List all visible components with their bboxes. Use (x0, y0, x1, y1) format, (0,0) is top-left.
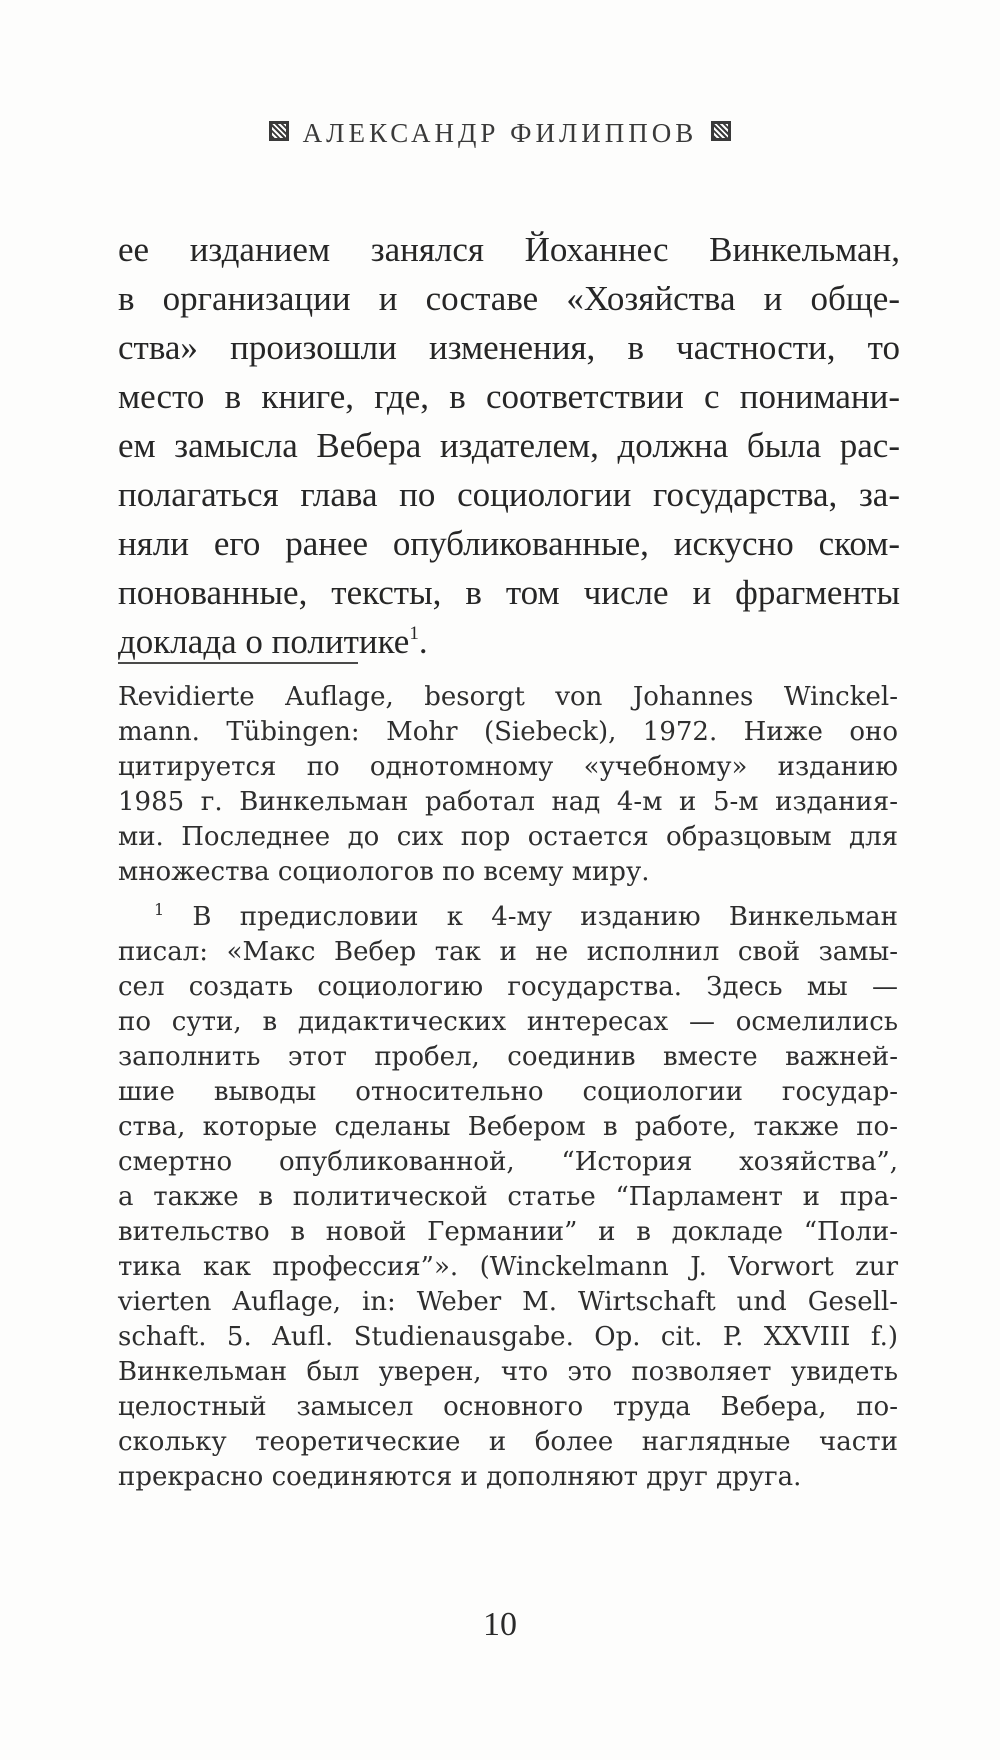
footnote-first-line (118, 900, 898, 935)
main-text-line: доклада о политике (118, 622, 410, 661)
footnotes (118, 680, 898, 1495)
footnote-line: ства, которые сделаны Вебером в работе, также по- (118, 1112, 898, 1142)
footnote-line: цитируется по однотомному «учебному» изданию (118, 752, 898, 782)
footnote-separator (118, 662, 358, 664)
main-text-line: ства» произошли изменения, в частности, то (118, 328, 900, 367)
footnote-line: ми. Последнее до сих пор остается образцовым для (118, 822, 898, 852)
footnote-continued (118, 680, 898, 890)
running-head (0, 118, 1000, 149)
footnote-line: заполнить этот пробел, соединив вместе важней- (118, 1042, 898, 1072)
main-text-line: ее изданием занялся Йоханнес Винкельман, (118, 230, 900, 269)
final-punctuation: . (418, 622, 428, 661)
main-text-last-line (118, 617, 900, 666)
footnote-line: Винкельман был уверен, что это позволяет увидеть (118, 1357, 898, 1387)
ornament-square-icon (711, 121, 731, 141)
main-paragraph (118, 225, 900, 666)
footnote-line: прекрасно соединяются и дополняют друг друга. (118, 1462, 802, 1492)
footnote-reference[interactable]: 1 (409, 623, 419, 644)
ornament-square-icon (269, 121, 289, 141)
footnote-line: тика как профессия”». (Winckelmann J. Vorwort zur (118, 1252, 898, 1282)
main-text-line: понованные, тексты, в том числе и фрагменты (118, 573, 900, 612)
main-text-line: полагаться глава по социологии государства, за- (118, 475, 900, 514)
main-text-line: няли его ранее опубликованные, искусно ском- (118, 524, 900, 563)
footnote-line: по сути, в дидактических интересах — осмелились (118, 1007, 898, 1037)
footnote-line: 1985 г. Винкельман работал над 4-м и 5-м издания- (118, 787, 898, 817)
footnote-line: шие выводы относительно социологии государ- (118, 1077, 898, 1107)
footnote-line: vierten Auflage, in: Weber M. Wirtschaft und Gesell- (118, 1287, 898, 1317)
footnote-line: писал: «Макс Вебер так и не исполнил свой замы- (118, 937, 898, 967)
page-number: 10 (483, 1606, 517, 1643)
running-head-title: АЛЕКСАНДР ФИЛИППОВ (302, 118, 698, 148)
main-text-line: ем замысла Вебера издателем, должна была рас- (118, 426, 900, 465)
footnote-1 (118, 900, 898, 1495)
footnote-line: вительство в новой Германии” и в докладе “Поли- (118, 1217, 898, 1247)
footnote-line: В предисловии к 4-му изданию Винкельман (164, 902, 898, 932)
main-text-line: место в книге, где, в соответствии с понимани- (118, 377, 900, 416)
footnote-line: множества социологов по всему миру. (118, 857, 650, 887)
footnote-line: mann. Tübingen: Mohr (Siebeck), 1972. Ниже оно (118, 717, 898, 747)
footnote-line: а также в политической статье “Парламент и пра- (118, 1182, 898, 1212)
footnote-line: сел создать социологию государства. Здесь мы — (118, 972, 898, 1002)
main-text-line: в организации и составе «Хозяйства и обще- (118, 279, 900, 318)
footnote-line: schaft. 5. Aufl. Studienausgabe. Op. cit. P. XXVIII f.) (118, 1322, 898, 1352)
footnote-line: целостный замысел основного труда Вебера, по- (118, 1392, 898, 1422)
footnote-line: скольку теоретические и более наглядные части (118, 1427, 898, 1457)
footnote-line: смертно опубликованной, “История хозяйства”, (118, 1147, 898, 1177)
footnote-line: Revidierte Auflage, besorgt von Johannes Winckel- (118, 682, 898, 712)
footnote-marker: 1 (154, 900, 165, 919)
